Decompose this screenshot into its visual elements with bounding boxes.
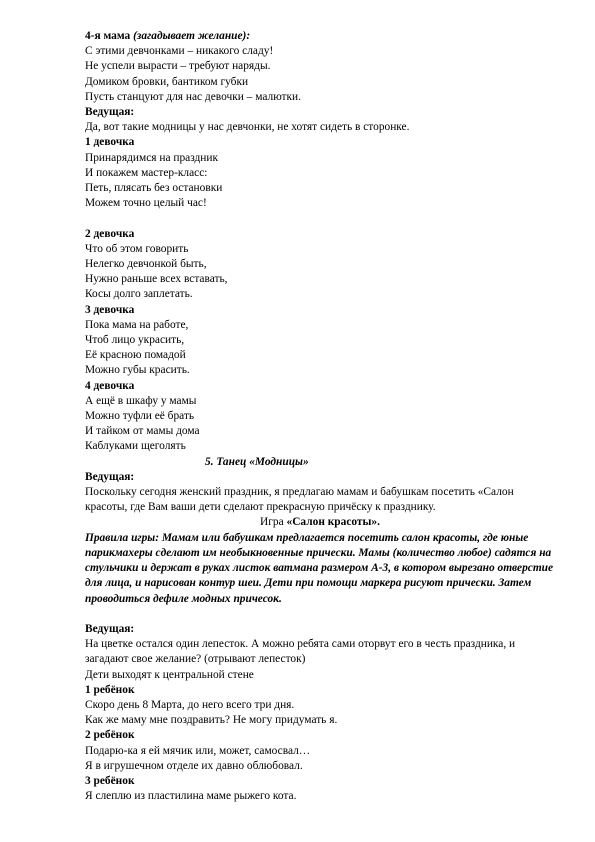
verse-line: Каблуками щеголять xyxy=(85,440,186,453)
verse-line: Можно губы красить. xyxy=(85,364,190,377)
verse-line: Петь, плясать без остановки xyxy=(85,182,223,195)
verse-line: Не успели вырасти – требуют наряды. xyxy=(85,60,271,73)
speaker-name: 4 девочка xyxy=(85,379,135,392)
dance-heading: 5. Танец «Модницы» xyxy=(205,455,309,468)
blank-line xyxy=(85,607,555,622)
speaker-name: 3 ребёнок xyxy=(85,774,135,787)
verse-line: Её красною помадой xyxy=(85,349,186,362)
speaker-name: 4-я мама xyxy=(85,30,131,42)
dialogue-line: Да, вот такие модницы у нас девчонки, не хотят сидеть в сторонке. xyxy=(85,121,410,134)
game-rules-paragraph: Правила игры: Мамам или бабушкам предлагается посетить салон красоты, где юные парикмахеры сделают им необыкновенные прически. Мамы (количество любое) садятся на стульчики и держат в руках листок ватмана размером А-3, в котором вырезано отверстие для лица, и нарисован контур шеи. Дети при помощи маркера рисуют прически. Затем проводиться дефиле модных причесок. xyxy=(85,531,554,605)
verse-line: Принарядимся на праздник xyxy=(85,151,219,164)
verse-line: И тайком от мамы дома xyxy=(85,425,200,438)
verse-line: Пусть станцуют для нас девочки – малютки. xyxy=(85,90,302,103)
verse-line: Подарю-ка я ей мячик или, может, самосвал… xyxy=(85,744,311,757)
verse-line: Косы долго заплетать. xyxy=(85,288,193,301)
dialogue-paragraph: Поскольку сегодня женский праздник, я предлагаю мамам и бабушкам посетить «Салон красоты, где Вам ваши дети сделают прекрасную причёску к празднику. xyxy=(85,486,514,514)
speaker-name: Ведущая: xyxy=(85,470,135,483)
verse-line: Домиком бровки, бантиком губки xyxy=(85,75,249,88)
speaker-name: 2 ребёнок xyxy=(85,729,135,742)
verse-line: Можно туфли её брать xyxy=(85,410,195,423)
speaker-name: 3 девочка xyxy=(85,303,135,316)
speaker-name: 1 ребёнок xyxy=(85,683,135,696)
verse-line: Что об этом говорить xyxy=(85,242,189,255)
verse-line: И покажем мастер-класс: xyxy=(85,166,208,179)
speaker-name: 1 девочка xyxy=(85,136,135,149)
verse-line: Чтоб лицо украсить, xyxy=(85,334,185,347)
blank-line xyxy=(85,211,555,226)
verse-line: А ещё в шкафу у мамы xyxy=(85,394,197,407)
dialogue-paragraph: На цветке остался один лепесток. А можно ребята сами оторвут его в честь праздника, и загадают свое желание? (отрывают лепесток) xyxy=(85,638,516,666)
verse-line: Как же маму мне поздравить? Не могу придумать я. xyxy=(85,714,338,727)
game-heading xyxy=(85,515,555,530)
document-page xyxy=(85,29,555,804)
verse-line: Пока мама на работе, xyxy=(85,318,189,331)
verse-line: Я слеплю из пластилина маме рыжего кота. xyxy=(85,790,297,803)
dialogue-line: Дети выходят к центральной стене xyxy=(85,668,254,681)
speaker-line xyxy=(85,29,555,44)
verse-line: Я в игрушечном отделе их давно облюбовал. xyxy=(85,759,303,772)
speaker-name: Ведущая: xyxy=(85,622,135,635)
game-heading-prefix: Игра xyxy=(260,516,287,529)
verse-line: Нужно раньше всех вставать, xyxy=(85,273,228,286)
speaker-name: 2 девочка xyxy=(85,227,135,240)
stage-note: (загадывает желание): xyxy=(130,30,251,42)
verse-line: Скоро день 8 Марта, до него всего три дня. xyxy=(85,698,295,711)
verse-line: С этими девчонками – никакого сладу! xyxy=(85,45,274,58)
verse-line: Можем точно целый час! xyxy=(85,197,207,210)
verse-line: Нелегко девчонкой быть, xyxy=(85,258,207,271)
speaker-name: Ведущая: xyxy=(85,106,135,119)
game-heading-title: «Салон красоты». xyxy=(286,516,380,529)
